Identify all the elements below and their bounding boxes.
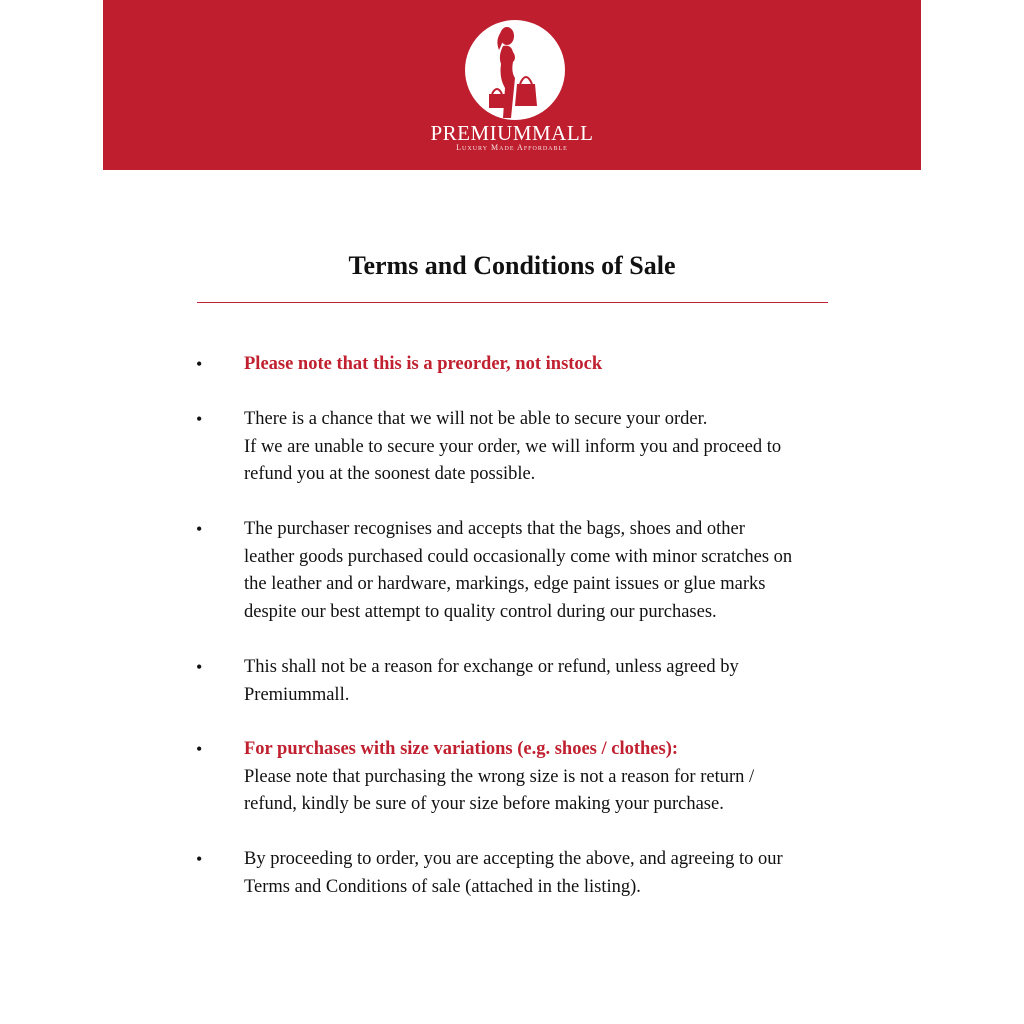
body-text-line: despite our best attempt to quality control during our purchases. (244, 601, 717, 622)
brand-tagline: Luxury Made Affordable (456, 143, 568, 152)
bullet-icon: • (196, 739, 203, 759)
logo (465, 20, 565, 120)
title-divider (197, 302, 828, 303)
bullet-icon: • (196, 354, 203, 374)
highlight-text: For purchases with size variations (e.g. shoes / clothes): (244, 739, 679, 759)
bullet-icon: • (196, 657, 203, 677)
woman-with-shopping-bags-icon (465, 20, 565, 120)
body-text-line: Terms and Conditions of sale (attached in the listing). (244, 876, 641, 897)
body-text-line: refund you at the soonest date possible. (244, 464, 536, 484)
body-text-line: leather goods purchased could occasionally come with minor scratches on (244, 546, 793, 567)
bullet-icon: • (196, 409, 203, 429)
bullet-icon: • (196, 849, 203, 869)
bullet-icon: • (196, 519, 203, 539)
page-title: Terms and Conditions of Sale (348, 251, 676, 280)
body-text-line: The purchaser recognises and accepts that the bags, shoes and other (244, 519, 745, 539)
body-text-line: If we are unable to secure your order, we will inform you and proceed to (244, 436, 782, 457)
body-text-line: refund, kindly be sure of your size before making your purchase. (244, 794, 724, 814)
body-text-line: By proceeding to order, you are accepting the above, and agreeing to our (244, 849, 783, 869)
body-text-line: Premiummall. (244, 684, 350, 705)
body-text-line: Please note that purchasing the wrong size is not a reason for return / (244, 766, 755, 787)
brand-name: PREMIUMMALL (430, 121, 594, 145)
body-text-line: This shall not be a reason for exchange or refund, unless agreed by (244, 657, 739, 677)
body-text-line: There is a chance that we will not be able to secure your order. (244, 409, 708, 429)
highlight-text: Please note that this is a preorder, not instock (244, 354, 603, 374)
body-text-line: the leather and or hardware, markings, edge paint issues or glue marks (244, 574, 766, 594)
